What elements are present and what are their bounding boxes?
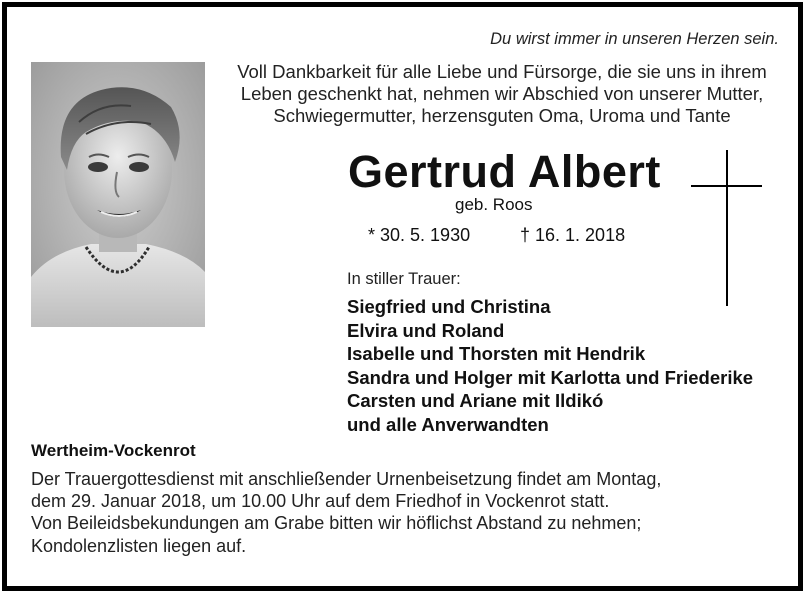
portrait-photo [31, 62, 205, 327]
cross-icon [726, 150, 728, 306]
mourner-line: Siegfried und Christina [347, 296, 551, 317]
intro-line: Leben geschenkt hat, nehmen wir Abschied von unserer Mutter, [240, 83, 764, 104]
birth-date: * 30. 5. 1930 [368, 225, 471, 245]
intro-text [222, 61, 782, 127]
cross-icon-bar [691, 185, 762, 187]
details-line: Der Trauergottesdienst mit anschließender Urnenbeisetzung findet am Montag, [31, 469, 662, 489]
deceased-name: Gertrud Albert [348, 146, 661, 197]
mourner-line: und alle Anverwandten [347, 413, 549, 435]
details-line: Von Beileidsbekundungen am Grabe bitten wir höflichst Abstand zu nehmen; [31, 513, 642, 534]
mourner-line: Isabelle und Thorsten mit Hendrik [347, 343, 646, 365]
details-line: Kondolenzlisten liegen auf. [31, 535, 247, 556]
mourners-list [347, 295, 753, 437]
death-date: † 16. 1. 2018 [520, 225, 626, 245]
motto: Du wirst immer in unseren Herzen sein. [490, 30, 779, 48]
details-line: dem 29. Januar 2018, um 10.00 Uhr auf dem Friedhof in Vockenrot statt. [31, 491, 610, 512]
mourner-line: Carsten und Ariane mit Ildikó [347, 390, 604, 412]
mourners-label: In stiller Trauer: [347, 270, 461, 288]
funeral-details [31, 468, 661, 557]
mourner-line: Sandra und Holger mit Karlotta und Friederike [347, 366, 754, 388]
maiden-name: geb. Roos [455, 195, 533, 214]
intro-line: Schwiegermutter, herzensguten Oma, Uroma und Tante [273, 105, 731, 126]
mourner-line: Elvira und Roland [347, 319, 505, 341]
intro-line: Voll Dankbarkeit für alle Liebe und Fürsorge, die sie uns in ihrem [237, 61, 767, 82]
place-name: Wertheim-Vockenrot [31, 441, 196, 460]
